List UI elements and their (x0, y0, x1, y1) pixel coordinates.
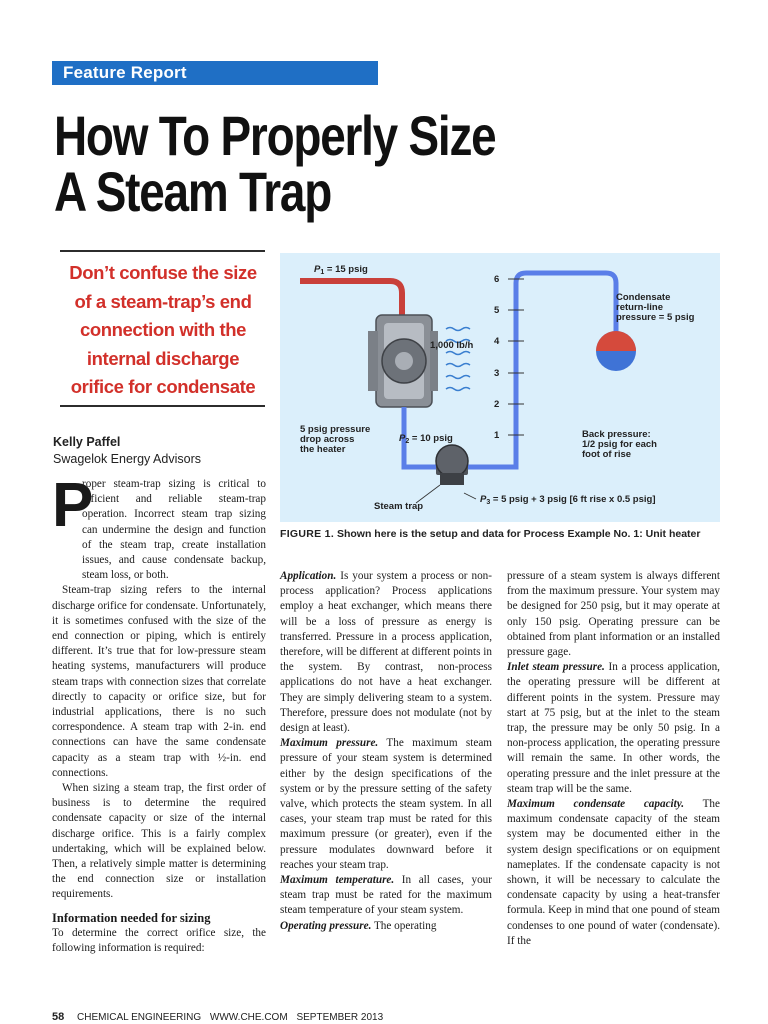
author-block (53, 434, 201, 468)
col2-paragraph-application: Application. Is your system a process or non-process application? Process applications employ a heat exchanger, which means there will be a loss of pressure as energy is transferred. Pressure in a process application, therefore, will be different at different points in the system. By contrast, non-process applications do not have a heat exchanger. They are simply delivering steam to a system. Therefore, pressure does not modulate (not by design at least). (280, 570, 492, 735)
magazine-site: WWW.CHE.COM (209, 1012, 288, 1023)
col1-paragraph-1: roper steam-trap sizing is critical to efficient and reliable steam-trap operation. Incorrect steam trap sizing can undermine the design and function of the steam trap, create installation issues, and cause condensate backup, steam loss, or both. (82, 478, 266, 582)
deck-top-rule (60, 250, 265, 252)
condensate-line-label-2: return-line (616, 302, 663, 313)
deck-bottom-rule (60, 405, 265, 407)
steam-supply-pipe (300, 281, 402, 315)
section-label: Feature Report (63, 63, 187, 82)
steam-trap-icon (436, 445, 468, 485)
body-column-1 (52, 471, 266, 956)
p1-label: $P_1 = 15$ psig (314, 264, 368, 276)
article-title (54, 104, 496, 223)
col1-paragraph-4: To determine the correct orifice size, the following information is required: (52, 926, 266, 955)
scale-label-4: 4 (494, 336, 500, 347)
drop-cap: P (52, 471, 94, 540)
article-deck: Don’t confuse the size of a steam-trap’s end connection with the internal discharge orifice for condensate (69, 262, 257, 397)
body-column-2 (280, 569, 492, 934)
author-name: Kelly Paffel (53, 435, 121, 449)
back-pressure-label-1: Back pressure: (582, 429, 651, 440)
col3-paragraph-continued: pressure of a steam system is always different from the maximum pressure. Your system may be designed for 250 psig, but it may operate at only 150 psig. Operating pressure can be obtained from plant information or an installed pressure gage. (507, 570, 720, 659)
col1-paragraph-3: When sizing a steam trap, the first order of business is to determine the required condensate capacity or size of the internal discharge orifice. This is a fairly complex undertaking, which will be explained below. Then, a relatively simple matter is determining the end connection size or installation requirements. (52, 782, 266, 901)
back-pressure-label-2: 1/2 psig for each (582, 439, 657, 450)
title-line-1: How To Properly Size (54, 104, 496, 167)
col1-paragraph-2: Steam-trap sizing refers to the internal discharge orifice for condensate. Unfortunately, it is sometimes confused with the size of the end connection or piping, which is entirely different. It’s true that for low-pressure steam heating systems, manufacturers will produce steam traps with connection sizes that correlate directly to capacity or orifice size, but for industrial applications, there is no such correspondence. A steam trap with 2-in. end connections can have the same condensate capacity as a steam trap with ½-in. end connections. (52, 584, 266, 779)
magazine-name: CHEMICAL ENGINEERING (77, 1012, 202, 1023)
figure-1 (280, 253, 720, 522)
col2-paragraph-max-temperature: Maximum temperature. In all cases, your steam trap must be rated for the maximum steam temperature of your steam system. (280, 874, 492, 917)
figure-caption-label: FIGURE 1. (280, 528, 335, 540)
unit-heater-icon (368, 315, 438, 407)
p2-label: $P_2 = 10$ psig (399, 433, 453, 445)
page-footer (52, 1011, 389, 1023)
heat-waves-icon (446, 328, 470, 391)
col3-paragraph-max-capacity: Maximum condensate capacity. The maximum condensate capacity of the steam system may be documented either in the system design specifications or on equipment nameplates. If the condensate capacity is not shown, it will be necessary to calculate the condensate capacity by using a heat-transfer formula. Keep in mind that one pound of steam condenses to one pound of water (condensate). If the (507, 798, 720, 947)
figure-caption-text: Shown here is the setup and data for Process Example No. 1: Unit heater (336, 528, 701, 540)
author-affiliation: Swagelok Energy Advisors (53, 452, 201, 466)
drop-label-3: the heater (300, 444, 346, 455)
col2-paragraph-max-pressure: Maximum pressure. The maximum steam pressure of your steam system is determined either by the design specifications of the system or by the pressure setting of the safety valve, which protects the steam system. In all cases, your steam trap must be rated for this maximum pressure (or greater), even if the pressure modulates downward before it reaches your steam trap. (280, 737, 493, 871)
back-pressure-label-3: foot of rise (582, 449, 632, 460)
section-subhead: Information needed for sizing (52, 910, 211, 925)
scale-label-5: 5 (494, 305, 500, 316)
page-number: 58 (52, 1011, 65, 1023)
drop-label-2: drop across (300, 434, 355, 445)
flow-label: 1,000 lb/h (430, 340, 474, 351)
figure-caption (280, 528, 720, 542)
body-column-3 (507, 569, 720, 949)
title-line-2: A Steam Trap (54, 160, 332, 223)
issue-date: SEPTEMBER 2013 (296, 1012, 384, 1023)
scale-label-3: 3 (494, 368, 500, 379)
p3-leader-line (464, 493, 476, 499)
scale-label-6: 6 (494, 274, 500, 285)
drop-label-1: 5 psig pressure (300, 424, 371, 435)
col2-paragraph-operating-pressure: Operating pressure. The operating (280, 919, 437, 932)
trap-label: Steam trap (374, 501, 424, 512)
scale-label-2: 2 (494, 399, 500, 410)
condensate-receiver-icon (596, 331, 636, 371)
col3-paragraph-inlet-pressure: Inlet steam pressure. In a process application, the operating pressure will be different at different points in the system. Pressure may start at 75 psig, but at the inlet to the steam trap, the pressure may be only 50 psig. In a non-process application, the operating pressure will remain the same. In other words, the operating pressure and the inlet pressure at the steam trap will be the same. (507, 661, 720, 795)
condensate-line-label-1: Condensate (616, 292, 671, 303)
section-label-bar (52, 61, 378, 85)
condensate-line-label-3: pressure = 5 psig (616, 312, 695, 323)
p3-label: $P_3 = 5$ psig + 3 psig [6 ft rise x 0.5 psig] (480, 494, 656, 506)
scale-label-1: 1 (494, 430, 500, 441)
steam-trap-diagram (280, 253, 720, 522)
